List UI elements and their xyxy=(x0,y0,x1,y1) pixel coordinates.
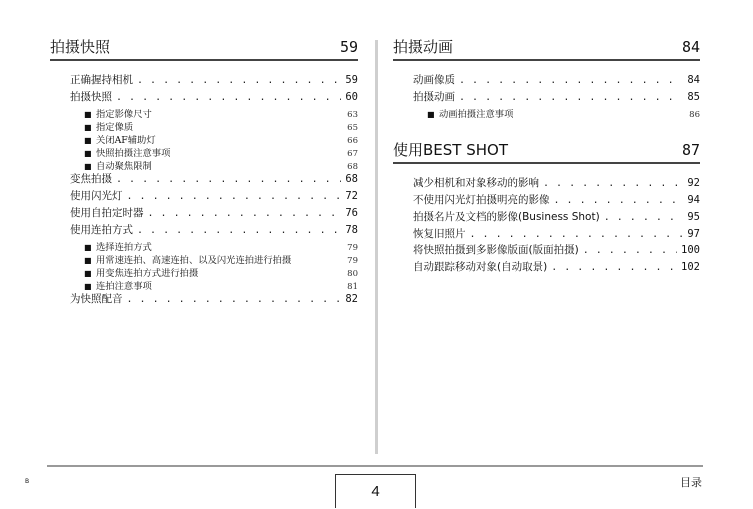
toc-entry-label: 拍摄动画 xyxy=(413,90,455,103)
section-header-best-shot xyxy=(393,141,700,164)
toc-entry-label: 正确握持相机 xyxy=(70,74,133,86)
toc-left-column xyxy=(50,38,358,308)
toc-entry-list xyxy=(393,175,700,276)
toc-subentry-label: 用变焦连拍方式进行拍摄 xyxy=(96,268,199,279)
toc-subentry-page: 80 xyxy=(347,269,358,279)
section-page: 84 xyxy=(681,38,700,56)
section-page: 59 xyxy=(339,38,358,56)
toc-subentry-label: 指定像质 xyxy=(96,121,134,133)
toc-entry-label: 拍摄快照 xyxy=(70,90,112,103)
toc-entry-page: 102 xyxy=(681,261,700,274)
section-title: 拍摄快照 xyxy=(50,38,111,56)
toc-entry[interactable] xyxy=(413,259,700,276)
toc-entry-page: 85 xyxy=(687,90,700,103)
toc-entry-page: 78 xyxy=(345,223,358,236)
toc-entry-page: 100 xyxy=(681,244,700,257)
toc-subentry-page: 81 xyxy=(347,282,358,293)
toc-entry[interactable] xyxy=(70,171,358,188)
bullet-square-icon: ■ xyxy=(84,135,92,145)
toc-entry[interactable] xyxy=(413,226,700,243)
toc-entry-label: 将快照拍摄到多影像版面(版面拍摄) xyxy=(413,244,579,257)
dot-leader xyxy=(116,174,341,185)
toc-subentry[interactable] xyxy=(70,158,358,171)
toc-entry-label: 动画像质 xyxy=(413,74,455,86)
toc-subentry-page: 79 xyxy=(347,242,358,253)
toc-entry-page: 97 xyxy=(687,227,700,240)
toc-subentry-label: 自动聚焦限制 xyxy=(96,161,152,173)
toc-footer-label[interactable]: 目录 xyxy=(680,476,702,489)
bullet-square-icon: ■ xyxy=(427,109,435,119)
toc-subentry-page: 63 xyxy=(347,109,358,120)
dot-leader xyxy=(137,225,341,236)
bullet-square-icon: ■ xyxy=(84,162,92,172)
toc-right-column xyxy=(393,38,700,276)
bullet-square-icon: ■ xyxy=(84,109,92,119)
toc-entry[interactable] xyxy=(70,72,358,89)
toc-entry-page: 72 xyxy=(345,190,358,203)
toc-subentry[interactable] xyxy=(70,132,358,145)
toc-subentry-page: 68 xyxy=(347,162,358,173)
dot-leader xyxy=(459,92,683,103)
toc-subentry[interactable] xyxy=(70,252,358,265)
toc-entry-page: 76 xyxy=(345,207,358,220)
toc-entry-label: 恢复旧照片 xyxy=(413,227,466,240)
dot-leader xyxy=(148,208,342,219)
dot-leader xyxy=(543,178,683,189)
bullet-square-icon: ■ xyxy=(84,282,92,292)
toc-entry-label: 为快照配音 xyxy=(70,293,123,306)
toc-subentry[interactable] xyxy=(70,145,358,158)
toc-entry-label: 不使用闪光灯拍摄明亮的影像 xyxy=(413,193,550,206)
toc-entry-page: 92 xyxy=(687,176,700,189)
toc-subentry-page: 86 xyxy=(689,109,700,120)
toc-entry[interactable] xyxy=(413,242,700,259)
toc-subentry-page: 66 xyxy=(347,135,358,146)
toc-subentry[interactable] xyxy=(70,119,358,132)
page-number: 4 xyxy=(371,483,380,500)
toc-subentry[interactable] xyxy=(70,239,358,252)
toc-entry[interactable] xyxy=(413,72,700,89)
toc-entry-page: 84 xyxy=(687,74,700,86)
toc-entry-label: 使用连拍方式 xyxy=(70,223,133,236)
bullet-square-icon: ■ xyxy=(84,122,92,132)
toc-subentry-page: 79 xyxy=(347,255,358,266)
toc-subentry[interactable] xyxy=(413,106,700,119)
toc-entry-label: 拍摄名片及文档的影像(Business Shot) xyxy=(413,210,600,223)
toc-entry-label: 使用闪光灯 xyxy=(70,190,123,203)
section-title: 拍摄动画 xyxy=(393,38,454,56)
dot-leader xyxy=(583,245,677,256)
section-header-movie xyxy=(393,38,700,61)
toc-subentry-label: 关闭AF辅助灯 xyxy=(96,134,156,146)
toc-entry-list xyxy=(393,72,700,119)
dot-leader xyxy=(470,229,684,240)
toc-entry[interactable] xyxy=(70,89,358,106)
toc-entry-list xyxy=(50,72,358,308)
page-number-box xyxy=(335,474,416,508)
bullet-square-icon: ■ xyxy=(84,149,92,159)
footer-rule xyxy=(47,465,703,467)
toc-subentry-label: 动画拍摄注意事项 xyxy=(439,108,514,120)
toc-entry[interactable] xyxy=(413,192,700,209)
toc-entry[interactable] xyxy=(70,188,358,205)
toc-entry[interactable] xyxy=(413,209,700,226)
toc-subentry-page: 65 xyxy=(347,122,358,133)
bullet-square-icon: ■ xyxy=(84,255,92,265)
dot-leader xyxy=(137,75,341,86)
dot-leader xyxy=(554,195,684,206)
toc-entry-page: 59 xyxy=(345,74,358,86)
dot-leader xyxy=(127,294,342,305)
toc-entry-page: 95 xyxy=(687,210,700,223)
toc-entry-page: 60 xyxy=(345,90,358,103)
toc-entry[interactable] xyxy=(70,291,358,308)
section-page: 87 xyxy=(681,140,700,159)
toc-entry-label: 使用自拍定时器 xyxy=(70,207,144,220)
toc-subentry[interactable] xyxy=(70,106,358,119)
bullet-square-icon: ■ xyxy=(84,269,92,278)
toc-subentry-label: 选择连拍方式 xyxy=(96,241,152,253)
toc-subentry-label: 快照拍摄注意事项 xyxy=(96,148,171,160)
toc-subentry[interactable] xyxy=(70,278,358,291)
section-title: 使用BEST SHOT xyxy=(393,140,508,159)
toc-entry[interactable] xyxy=(70,222,358,239)
dot-leader xyxy=(604,212,684,223)
toc-entry-label: 减少相机和对象移动的影响 xyxy=(413,176,539,189)
corner-mark: B xyxy=(25,478,30,485)
section-header-snapshot xyxy=(50,38,358,61)
toc-subentry[interactable] xyxy=(70,265,358,278)
toc-entry-page: 94 xyxy=(687,193,700,206)
toc-entry[interactable] xyxy=(413,89,700,106)
toc-subentry-page: 67 xyxy=(347,149,358,160)
column-divider xyxy=(375,40,378,454)
toc-entry-label: 自动跟踪移动对象(自动取景) xyxy=(413,261,548,274)
dot-leader xyxy=(116,92,341,103)
toc-entry[interactable] xyxy=(413,175,700,192)
toc-subentry-label: 连拍注意事项 xyxy=(96,281,152,293)
toc-entry[interactable] xyxy=(70,205,358,222)
dot-leader xyxy=(127,191,342,202)
toc-subentry-label: 指定影像尺寸 xyxy=(96,108,152,120)
dot-leader xyxy=(459,75,683,86)
toc-entry-page: 68 xyxy=(345,173,358,186)
dot-leader xyxy=(551,262,677,273)
toc-subentry-label: 用常速连拍、高速连拍、以及闪光连拍进行拍摄 xyxy=(96,254,292,266)
toc-entry-label: 变焦拍摄 xyxy=(70,173,112,186)
bullet-square-icon: ■ xyxy=(84,242,92,252)
toc-entry-page: 82 xyxy=(345,293,358,306)
